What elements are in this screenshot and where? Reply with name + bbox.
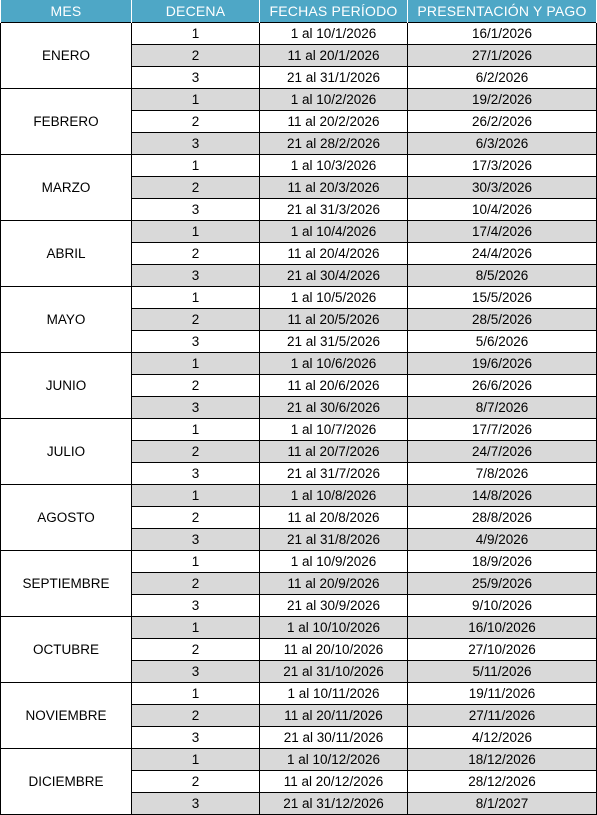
periodo-cell: 1 al 10/2/2026 xyxy=(260,89,408,111)
month-cell: JUNIO xyxy=(1,353,132,419)
pago-cell: 4/12/2026 xyxy=(408,727,597,749)
pago-cell: 24/7/2026 xyxy=(408,441,597,463)
pago-cell: 5/6/2026 xyxy=(408,331,597,353)
month-cell: ENERO xyxy=(1,23,132,89)
pago-cell: 7/8/2026 xyxy=(408,463,597,485)
header-decena: DECENA xyxy=(132,0,260,23)
periodo-cell: 21 al 30/6/2026 xyxy=(260,397,408,419)
pago-cell: 18/12/2026 xyxy=(408,749,597,771)
periodo-cell: 11 al 20/6/2026 xyxy=(260,375,408,397)
decena-cell: 2 xyxy=(132,441,260,463)
decena-cell: 2 xyxy=(132,573,260,595)
table-row xyxy=(1,353,597,375)
decena-cell: 1 xyxy=(132,23,260,45)
pago-cell: 28/8/2026 xyxy=(408,507,597,529)
decena-cell: 3 xyxy=(132,463,260,485)
table-row xyxy=(1,23,597,45)
pago-cell: 27/1/2026 xyxy=(408,45,597,67)
month-cell: NOVIEMBRE xyxy=(1,683,132,749)
table-row xyxy=(1,551,597,573)
decena-cell: 3 xyxy=(132,67,260,89)
header-presentacion-pago: PRESENTACIÓN Y PAGO xyxy=(408,0,597,23)
decena-cell: 2 xyxy=(132,45,260,67)
pago-cell: 4/9/2026 xyxy=(408,529,597,551)
table-row xyxy=(1,485,597,507)
pago-cell: 16/1/2026 xyxy=(408,23,597,45)
periodo-cell: 1 al 10/1/2026 xyxy=(260,23,408,45)
decena-cell: 2 xyxy=(132,309,260,331)
periodo-cell: 1 al 10/3/2026 xyxy=(260,155,408,177)
pago-cell: 5/11/2026 xyxy=(408,661,597,683)
month-cell: MAYO xyxy=(1,287,132,353)
table-row xyxy=(1,221,597,243)
periodo-cell: 21 al 30/11/2026 xyxy=(260,727,408,749)
periodo-cell: 11 al 20/3/2026 xyxy=(260,177,408,199)
periodo-cell: 11 al 20/10/2026 xyxy=(260,639,408,661)
pago-cell: 10/4/2026 xyxy=(408,199,597,221)
header-mes: MES xyxy=(1,0,132,23)
pago-cell: 28/12/2026 xyxy=(408,771,597,793)
decena-cell: 1 xyxy=(132,155,260,177)
month-cell: FEBRERO xyxy=(1,89,132,155)
table-row xyxy=(1,287,597,309)
decena-cell: 3 xyxy=(132,397,260,419)
pago-cell: 24/4/2026 xyxy=(408,243,597,265)
table-header xyxy=(1,0,597,23)
decena-cell: 3 xyxy=(132,331,260,353)
periodo-cell: 1 al 10/6/2026 xyxy=(260,353,408,375)
periodo-cell: 11 al 20/8/2026 xyxy=(260,507,408,529)
decena-cell: 2 xyxy=(132,639,260,661)
pago-cell: 18/9/2026 xyxy=(408,551,597,573)
periodo-cell: 1 al 10/8/2026 xyxy=(260,485,408,507)
pago-cell: 17/3/2026 xyxy=(408,155,597,177)
periodo-cell: 11 al 20/1/2026 xyxy=(260,45,408,67)
table-row xyxy=(1,749,597,771)
pago-cell: 28/5/2026 xyxy=(408,309,597,331)
table-row xyxy=(1,419,597,441)
pago-cell: 8/7/2026 xyxy=(408,397,597,419)
month-cell: OCTUBRE xyxy=(1,617,132,683)
decena-cell: 2 xyxy=(132,111,260,133)
pago-cell: 17/7/2026 xyxy=(408,419,597,441)
pago-cell: 8/1/2027 xyxy=(408,793,597,815)
periodo-cell: 21 al 31/5/2026 xyxy=(260,331,408,353)
periodo-cell: 11 al 20/9/2026 xyxy=(260,573,408,595)
month-cell: DICIEMBRE xyxy=(1,749,132,815)
periodo-cell: 21 al 31/10/2026 xyxy=(260,661,408,683)
decena-cell: 2 xyxy=(132,771,260,793)
periodo-cell: 21 al 28/2/2026 xyxy=(260,133,408,155)
decena-cell: 2 xyxy=(132,507,260,529)
month-cell: JULIO xyxy=(1,419,132,485)
pago-cell: 9/10/2026 xyxy=(408,595,597,617)
decena-cell: 1 xyxy=(132,221,260,243)
periodo-cell: 21 al 31/7/2026 xyxy=(260,463,408,485)
month-cell: SEPTIEMBRE xyxy=(1,551,132,617)
decena-cell: 2 xyxy=(132,243,260,265)
decena-cell: 3 xyxy=(132,595,260,617)
periodo-cell: 21 al 31/3/2026 xyxy=(260,199,408,221)
periodo-cell: 1 al 10/9/2026 xyxy=(260,551,408,573)
decena-cell: 1 xyxy=(132,617,260,639)
pago-cell: 16/10/2026 xyxy=(408,617,597,639)
periodo-cell: 1 al 10/7/2026 xyxy=(260,419,408,441)
periodo-cell: 21 al 30/9/2026 xyxy=(260,595,408,617)
table-row xyxy=(1,683,597,705)
month-cell: MARZO xyxy=(1,155,132,221)
pago-cell: 30/3/2026 xyxy=(408,177,597,199)
pago-cell: 19/11/2026 xyxy=(408,683,597,705)
decena-cell: 3 xyxy=(132,727,260,749)
decena-cell: 1 xyxy=(132,749,260,771)
pago-cell: 14/8/2026 xyxy=(408,485,597,507)
pago-cell: 17/4/2026 xyxy=(408,221,597,243)
header-row xyxy=(1,0,597,23)
month-cell: AGOSTO xyxy=(1,485,132,551)
decena-cell: 1 xyxy=(132,89,260,111)
decena-cell: 3 xyxy=(132,529,260,551)
periodo-cell: 1 al 10/11/2026 xyxy=(260,683,408,705)
periodo-cell: 1 al 10/12/2026 xyxy=(260,749,408,771)
periodo-cell: 21 al 30/4/2026 xyxy=(260,265,408,287)
pago-cell: 27/10/2026 xyxy=(408,639,597,661)
periodo-cell: 11 al 20/2/2026 xyxy=(260,111,408,133)
decena-cell: 3 xyxy=(132,661,260,683)
pago-cell: 6/2/2026 xyxy=(408,67,597,89)
decena-cell: 1 xyxy=(132,551,260,573)
pago-cell: 8/5/2026 xyxy=(408,265,597,287)
periodo-cell: 21 al 31/1/2026 xyxy=(260,67,408,89)
decena-cell: 3 xyxy=(132,793,260,815)
pago-cell: 26/2/2026 xyxy=(408,111,597,133)
decena-cell: 1 xyxy=(132,485,260,507)
month-cell: ABRIL xyxy=(1,221,132,287)
decena-cell: 1 xyxy=(132,353,260,375)
pago-cell: 15/5/2026 xyxy=(408,287,597,309)
decena-cell: 3 xyxy=(132,199,260,221)
pago-cell: 19/6/2026 xyxy=(408,353,597,375)
decena-cell: 1 xyxy=(132,419,260,441)
decena-cell: 2 xyxy=(132,177,260,199)
periodo-cell: 11 al 20/5/2026 xyxy=(260,309,408,331)
periodo-cell: 21 al 31/12/2026 xyxy=(260,793,408,815)
periodo-cell: 11 al 20/7/2026 xyxy=(260,441,408,463)
periodo-cell: 11 al 20/11/2026 xyxy=(260,705,408,727)
decena-cell: 3 xyxy=(132,133,260,155)
decena-cell: 3 xyxy=(132,265,260,287)
periodo-cell: 1 al 10/10/2026 xyxy=(260,617,408,639)
pago-cell: 26/6/2026 xyxy=(408,375,597,397)
table-row xyxy=(1,155,597,177)
periodo-cell: 1 al 10/5/2026 xyxy=(260,287,408,309)
pago-cell: 27/11/2026 xyxy=(408,705,597,727)
header-fechas-periodo: FECHAS PERÍODO xyxy=(260,0,408,23)
periodo-cell: 21 al 31/8/2026 xyxy=(260,529,408,551)
pago-cell: 6/3/2026 xyxy=(408,133,597,155)
pago-cell: 19/2/2026 xyxy=(408,89,597,111)
table-row xyxy=(1,89,597,111)
table-row xyxy=(1,617,597,639)
decena-cell: 2 xyxy=(132,375,260,397)
decena-cell: 2 xyxy=(132,705,260,727)
decena-cell: 1 xyxy=(132,287,260,309)
table-body xyxy=(1,23,597,815)
pago-cell: 25/9/2026 xyxy=(408,573,597,595)
periodo-cell: 11 al 20/12/2026 xyxy=(260,771,408,793)
decena-cell: 1 xyxy=(132,683,260,705)
periodo-cell: 1 al 10/4/2026 xyxy=(260,221,408,243)
periodo-cell: 11 al 20/4/2026 xyxy=(260,243,408,265)
